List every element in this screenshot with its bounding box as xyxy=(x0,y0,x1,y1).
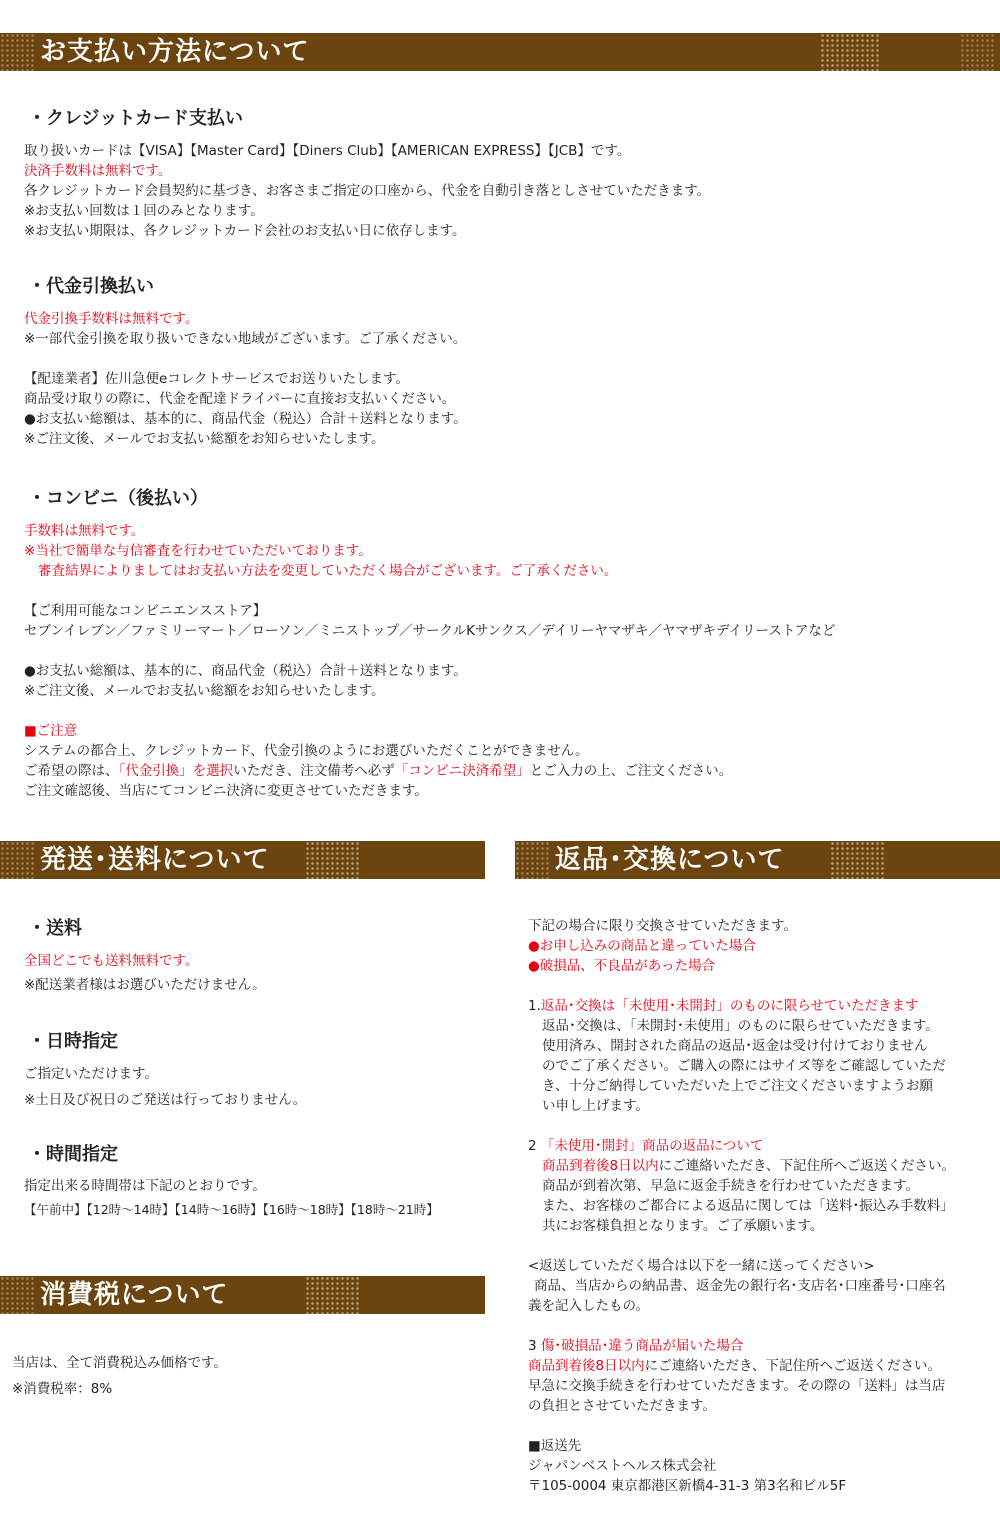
returns-text xyxy=(528,916,988,1496)
conveni-line: ご希望の際は、「代金引換」を選択いただき、注文備考へ必ず「コンビニ決済希望」とご入力の上、ご注文ください。 xyxy=(24,763,733,779)
credit-line: ※お支払い期限は、各クレジットカード会社のお支払い日に依存します。 xyxy=(24,223,466,239)
conveni-line: ※当社で簡単な与信審査を行わせていただいております。 xyxy=(24,543,372,559)
cod-text xyxy=(24,309,467,449)
shipping-fee-text xyxy=(24,949,266,997)
returns-line: 返品･交換は、「未開封･未使用」のものに限らせていただきます。 xyxy=(542,1018,939,1034)
shipping-line: ご指定いただけます。 xyxy=(24,1066,158,1082)
returns-line: 義を記入したもの。 xyxy=(528,1298,649,1314)
return-address-label: ■返送先 xyxy=(528,1438,582,1454)
return-rule-2: 2 「未使用･開封」商品の返品について xyxy=(528,1138,764,1154)
returns-line: ●破損品、不良品があった場合 xyxy=(528,958,716,974)
credit-text xyxy=(24,141,710,241)
credit-heading: ・クレジットカード支払い xyxy=(28,108,244,129)
tax-line: ※消費税率：8% xyxy=(12,1381,113,1397)
returns-line: 商品到着後8日以内にご連絡いただき、下記住所へご返送ください。 xyxy=(542,1158,956,1174)
shipping-title: 発送･送料について xyxy=(40,845,270,875)
cod-heading: ・代金引換払い xyxy=(28,276,154,297)
cod-line: 代金引換手数料は無料です。 xyxy=(24,311,199,327)
returns-line: 共にお客様負担となります。ご了承願います。 xyxy=(542,1218,824,1234)
tax-text xyxy=(12,1350,227,1402)
shipping-date-heading: ・日時指定 xyxy=(28,1031,118,1052)
notice-label: ■ご注意 xyxy=(24,723,78,739)
conveni-line: システムの都合上、クレジットカード、代金引換のようにお選びいただくことができません。 xyxy=(24,743,589,759)
returns-line: 商品、当店からの納品書、返金先の銀行名･支店名･口座番号･口座名 xyxy=(534,1278,946,1294)
return-rule-3: 3 傷･破損品･違う商品が届いた場合 xyxy=(528,1338,744,1354)
conveni-text xyxy=(24,521,835,801)
shipping-date-text xyxy=(24,1061,306,1113)
shipping-time xyxy=(28,1140,118,1166)
cod-line: 【配達業者】佐川急便eコレクトサービスでお送りいたします。 xyxy=(24,371,409,387)
shipping-time-text xyxy=(24,1174,439,1222)
return-rule-1: 1.返品･交換は「未使用･未開封」のものに限らせていただきます xyxy=(528,998,919,1014)
conveni-line: 【ご利用可能なコンビニエンスストア】 xyxy=(24,603,267,619)
returns-line: 下記の場合に限り交換させていただきます。 xyxy=(528,918,797,934)
shipping-date xyxy=(28,1027,118,1053)
tax-banner xyxy=(0,1276,485,1314)
cod-line: ●お支払い総額は、基本的に、商品代金（税込）合計＋送料となります。 xyxy=(24,411,467,427)
returns-line: い申し上げます。 xyxy=(542,1098,649,1114)
returns-title: 返品･交換について xyxy=(555,845,785,875)
credit-line: 取り扱いカードは【VISA】【Master Card】【Diners Club】【AMERICAN EXPRESS】【JCB】です。 xyxy=(24,143,631,159)
cod-line: 商品受け取りの際に、代金を配達ドライバーに直接お支払いください。 xyxy=(24,391,456,407)
returns-line: 商品到着後8日以内にご連絡いただき、下記住所へご返送ください。 xyxy=(528,1358,942,1374)
return-address-company: ジャパンベストヘルス株式会社 xyxy=(528,1458,717,1474)
shipping-fee xyxy=(28,914,82,940)
conveni-line: セブンイレブン／ファミリーマート／ローソン／ミニストップ／サークルKサンクス／デイリーヤマザキ／ヤマザキデイリーストアなど xyxy=(24,623,836,639)
cod-section xyxy=(28,272,154,298)
returns-line: き、十分ご納得していただいた上でご注文くださいますようお願 xyxy=(542,1078,933,1094)
returns-banner xyxy=(515,841,1000,879)
tax-line: 当店は、全て消費税込み価格です。 xyxy=(12,1355,227,1371)
payment-banner xyxy=(0,33,1000,71)
returns-line: のでご了承ください。ご購入の際にはサイズ等をご確認していただ xyxy=(542,1058,946,1074)
cod-line: ※一部代金引換を取り扱いできない地域がございます。ご了承ください。 xyxy=(24,331,467,347)
conveni-line: 手数料は無料です。 xyxy=(24,523,145,539)
conveni-heading: ・コンビニ（後払い） xyxy=(28,488,208,509)
returns-line: <返送していただく場合は以下を一緒に送ってください> xyxy=(528,1258,875,1274)
credit-line: 各クレジットカード会員契約に基づき、お客さまご指定の口座から、代金を自動引き落としさせていただきます。 xyxy=(24,183,711,199)
cod-line: ※ご注文後、メールでお支払い総額をお知らせいたします。 xyxy=(24,431,385,447)
returns-line: ●お申し込みの商品と違っていた場合 xyxy=(528,938,756,954)
credit-line: 決済手数料は無料です。 xyxy=(24,163,172,179)
credit-section xyxy=(28,104,243,130)
shipping-fee-heading: ・送料 xyxy=(28,918,82,939)
conveni-section xyxy=(28,484,208,510)
shipping-line: 指定出来る時間帯は下記のとおりです。 xyxy=(24,1178,266,1194)
conveni-request-emphasis: 「コンビニ決済希望」 xyxy=(394,763,530,779)
cod-select-emphasis: 「代金引換」を選択 xyxy=(118,763,234,779)
returns-line: また、お客様のご都合による返品に関しては「送料･振込み手数料」 xyxy=(542,1198,954,1214)
shipping-time-heading: ・時間指定 xyxy=(28,1144,118,1165)
returns-line: 商品が到着次第、早急に返金手続きを行わせていただきます。 xyxy=(542,1178,919,1194)
conveni-line: 審査結界によりましてはお支払い方法を変更していただく場合がございます。ご了承ください。 xyxy=(38,563,618,579)
payment-title: お支払い方法について xyxy=(40,37,310,67)
tax-title: 消費税について xyxy=(40,1280,229,1310)
returns-line: 使用済み、開封された商品の返品･返金は受け付けておりません xyxy=(542,1038,928,1054)
conveni-line: ご注文確認後、当店にてコンビニ決済に変更させていただきます。 xyxy=(24,783,428,799)
credit-line: ※お支払い回数は１回のみとなります。 xyxy=(24,203,264,219)
time-slots: 【午前中】【12時～14時】【14時～16時】【16時～18時】【18時～21時】 xyxy=(24,1202,439,1217)
return-address: 〒105-0004 東京都港区新橋4-31-3 第3名和ビル5F xyxy=(528,1478,847,1494)
returns-line: の負担とさせていただきます。 xyxy=(528,1398,716,1414)
returns-line: 早急に交換手続きを行わせていただきます。その際の「送料」は当店 xyxy=(528,1378,946,1394)
conveni-line: ※ご注文後、メールでお支払い総額をお知らせいたします。 xyxy=(24,683,385,699)
conveni-line: ●お支払い総額は、基本的に、商品代金（税込）合計＋送料となります。 xyxy=(24,663,467,679)
shipping-line: ※配送業者様はお選びいただけません。 xyxy=(24,977,266,993)
shipping-line: 全国どこでも送料無料です。 xyxy=(24,953,199,969)
shipping-banner xyxy=(0,841,485,879)
shipping-line: ※土日及び祝日のご発送は行っておりません。 xyxy=(24,1092,307,1108)
